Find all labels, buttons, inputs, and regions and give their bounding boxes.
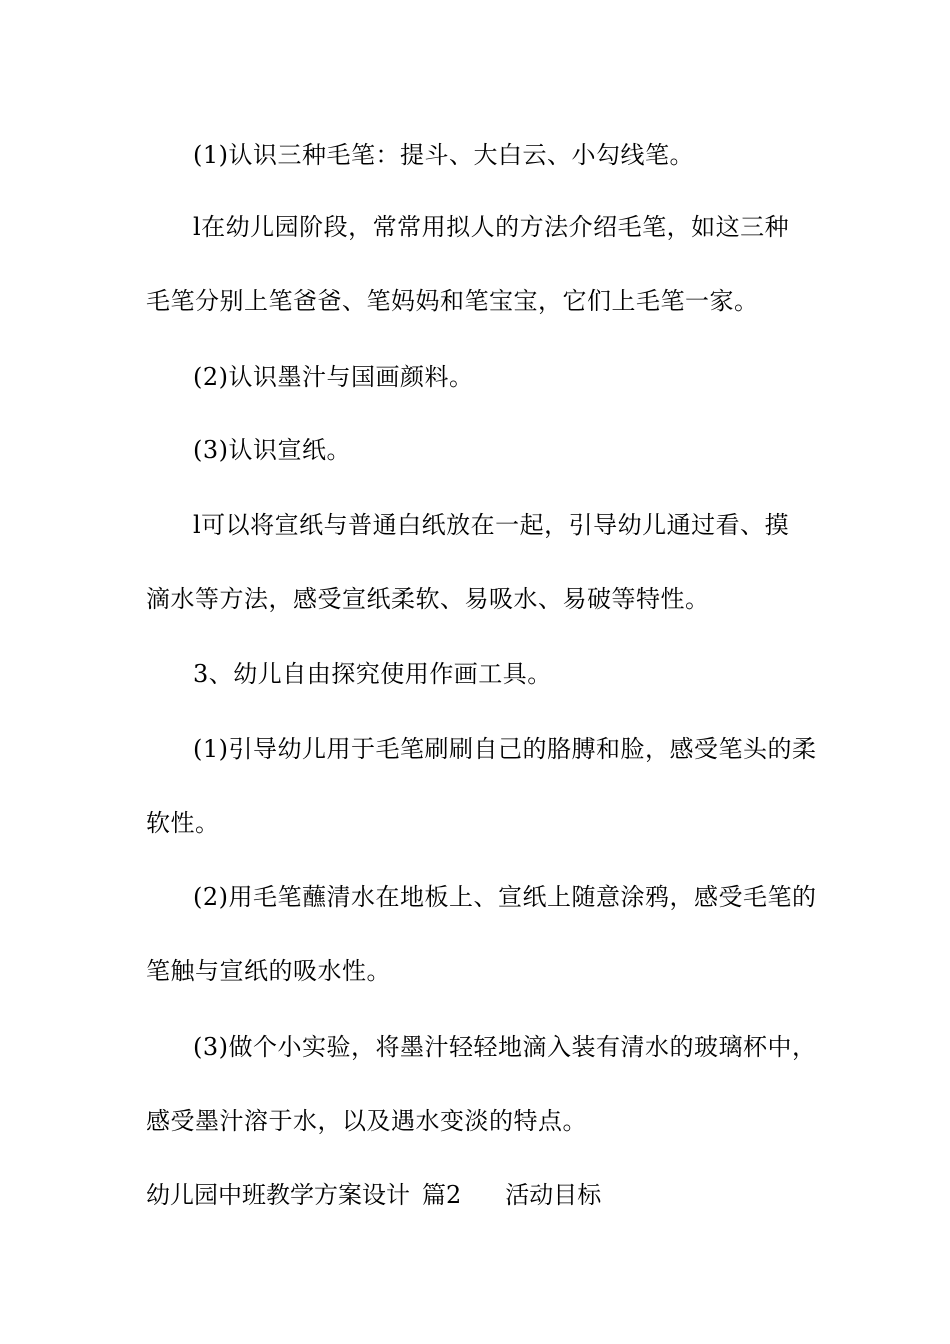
paragraph-line: 软性。 xyxy=(146,809,220,837)
paragraph-line: 滴水等方法，感受宣纸柔软、易吸水、易破等特性。 xyxy=(146,585,710,613)
paragraph-line: l可以将宣纸与普通白纸放在一起，引导幼儿通过看、摸 xyxy=(193,511,790,539)
paragraph-line: 毛笔分别上笔爸爸、笔妈妈和笔宝宝，它们上毛笔一家。 xyxy=(146,287,759,315)
paragraph-line: 3、幼儿自由探究使用作画工具。 xyxy=(193,660,552,688)
heading-subtitle: 活动目标 xyxy=(505,1181,602,1209)
paragraph-line: (1)引导幼儿用于毛笔刷刷自己的胳膊和脸，感受笔头的柔 xyxy=(193,735,817,763)
paragraph-line: l在幼儿园阶段，常常用拟人的方法介绍毛笔，如这三种 xyxy=(193,213,790,241)
paragraph-line: 笔触与宣纸的吸水性。 xyxy=(146,957,391,985)
paragraph-line: (2)用毛笔蘸清水在地板上、宣纸上随意涂鸦，感受毛笔的 xyxy=(193,883,817,911)
section-heading xyxy=(146,1180,601,1210)
paragraph-line: (2)认识墨汁与国画颜料。 xyxy=(193,363,474,391)
paragraph-line: (1)认识三种毛笔：提斗、大白云、小勾线笔。 xyxy=(193,141,694,169)
heading-section-number: 篇2 xyxy=(422,1181,462,1209)
paragraph-line: (3)做个小实验，将墨汁轻轻地滴入装有清水的玻璃杯中， xyxy=(193,1033,817,1061)
paragraph-line: (3)认识宣纸。 xyxy=(193,436,351,464)
heading-title: 幼儿园中班教学方案设计 xyxy=(146,1181,410,1209)
paragraph-line: 感受墨汁溶于水，以及遇水变淡的特点。 xyxy=(146,1107,587,1135)
